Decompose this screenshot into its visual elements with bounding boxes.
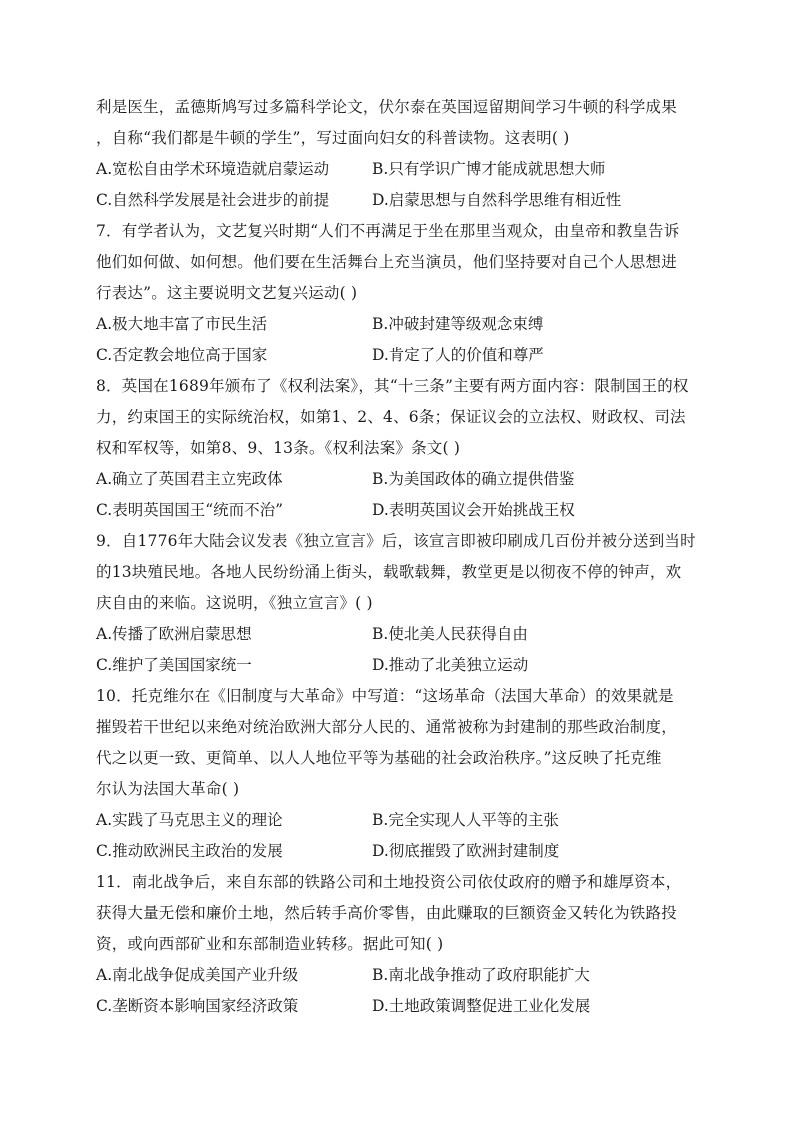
question-stem-line: 代之以更一致、更简单、以人人地位平等为基础的社会政治秩序。”这反映了托克维 [96,749,662,767]
answer-option: A.实践了马克思主义的理论 [96,811,283,829]
answer-option: A.宽松自由学术环境造就启蒙运动 [96,160,330,178]
question-q9 [96,526,706,681]
question-q10 [96,681,706,867]
answer-option: C.自然科学发展是社会进步的前提 [96,191,330,209]
answer-option: D.推动了北美独立运动 [372,656,529,674]
question-stem-line: 10．托克维尔在《旧制度与大革命》中写道：“这场革命（法国大革命）的效果就是 [96,687,674,705]
answer-option: B.南北战争推动了政府职能扩大 [372,966,590,984]
answer-option: C.推动欧洲民主政治的发展 [96,842,283,860]
question-stem-line: 资，或向西部矿业和东部制造业转移。据此可知( ) [96,935,444,953]
options-row [96,836,706,867]
options-row [96,619,706,650]
answer-option: B.使北美人民获得自由 [372,625,528,643]
answer-option: D.启蒙思想与自然科学思维有相近性 [372,191,622,209]
answer-option: A.传播了欧洲启蒙思想 [96,625,252,643]
question-stem-line: 庆自由的来临。这说明，《独立宣言》( ) [96,594,373,612]
question-q8 [96,371,706,526]
options-row [96,340,706,371]
answer-option: A.确立了英国君主立宪政体 [96,470,283,488]
question-stem-line: 力，约束国王的实际统治权，如第1、2、4、6条；保证议会的立法权、财政权、司法 [96,408,686,426]
answer-option: B.完全实现人人平等的主张 [372,811,559,829]
answer-option: A.南北战争促成美国产业升级 [96,966,299,984]
exam-page [96,92,706,1022]
options-row [96,650,706,681]
question-stem-line: 利是医生，孟德斯鸠写过多篇科学论文，伏尔泰在英国逗留期间学习牛顿的科学成果 [96,98,677,116]
answer-option: C.垄断资本影响国家经济政策 [96,997,299,1015]
question-stem-line: 9．自1776年大陆会议发表《独立宣言》后，该宣言即被印刷成几百份并被分送到当时 [96,532,696,550]
answer-option: D.肯定了人的价值和尊严 [372,346,544,364]
answer-option: D.土地政策调整促进工业化发展 [372,997,591,1015]
question-stem-line: 获得大量无偿和廉价土地，然后转手高价零售，由此赚取的巨额资金又转化为铁路投 [96,904,677,922]
answer-option: A.极大地丰富了市民生活 [96,315,268,333]
answer-option: B.为美国政体的确立提供借鉴 [372,470,575,488]
question-stem-line: 权和军权等，如第8、9、13条。《权利法案》条文( ) [96,439,461,457]
options-row [96,185,706,216]
options-row [96,464,706,495]
options-row [96,991,706,1022]
question-stem-line: 他们如何做、如何想。他们要在生活舞台上充当演员，他们坚持要对自己个人思想进 [96,253,677,271]
question-stem-line: 8．英国在1689年颁布了《权利法案》，其“十三条”主要有两方面内容：限制国王的权 [96,377,689,395]
options-row [96,805,706,836]
question-stem-line: 7．有学者认为，文艺复兴时期“人们不再满足于坐在那里当观众，由皇帝和教皇告诉 [96,222,680,240]
question-stem-line: 尔认为法国大革命( ) [96,780,240,798]
options-row [96,960,706,991]
question-stem-line: ，自称“我们都是牛顿的学生”，写过面向妇女的科普读物。这表明( ) [96,129,570,147]
answer-option: D.表明英国议会开始挑战王权 [372,501,575,519]
question-stem-line: 11．南北战争后，来自东部的铁路公司和土地投资公司依仗政府的赠予和雄厚资本， [96,873,682,891]
options-row [96,309,706,340]
answer-option: C.维护了美国国家统一 [96,656,252,674]
question-q6-cont [96,92,706,216]
question-q11 [96,867,706,1022]
question-stem-line: 行表达”。这主要说明文艺复兴运动( ) [96,284,358,302]
question-stem-line: 摧毁若干世纪以来绝对统治欧洲大部分人民的、通常被称为封建制的那些政治制度， [96,718,677,736]
answer-option: C.表明英国国王“统而不治” [96,501,284,519]
answer-option: C.否定教会地位高于国家 [96,346,268,364]
question-stem-line: 的13块殖民地。各地人民纷纷涌上街头，载歌载舞，教堂更是以彻夜不停的钟声，欢 [96,563,682,581]
answer-option: D.彻底摧毁了欧洲封建制度 [372,842,560,860]
options-row [96,154,706,185]
answer-option: B.只有学识广博才能成就思想大师 [372,160,606,178]
question-q7 [96,216,706,371]
answer-option: B.冲破封建等级观念束缚 [372,315,544,333]
options-row [96,495,706,526]
